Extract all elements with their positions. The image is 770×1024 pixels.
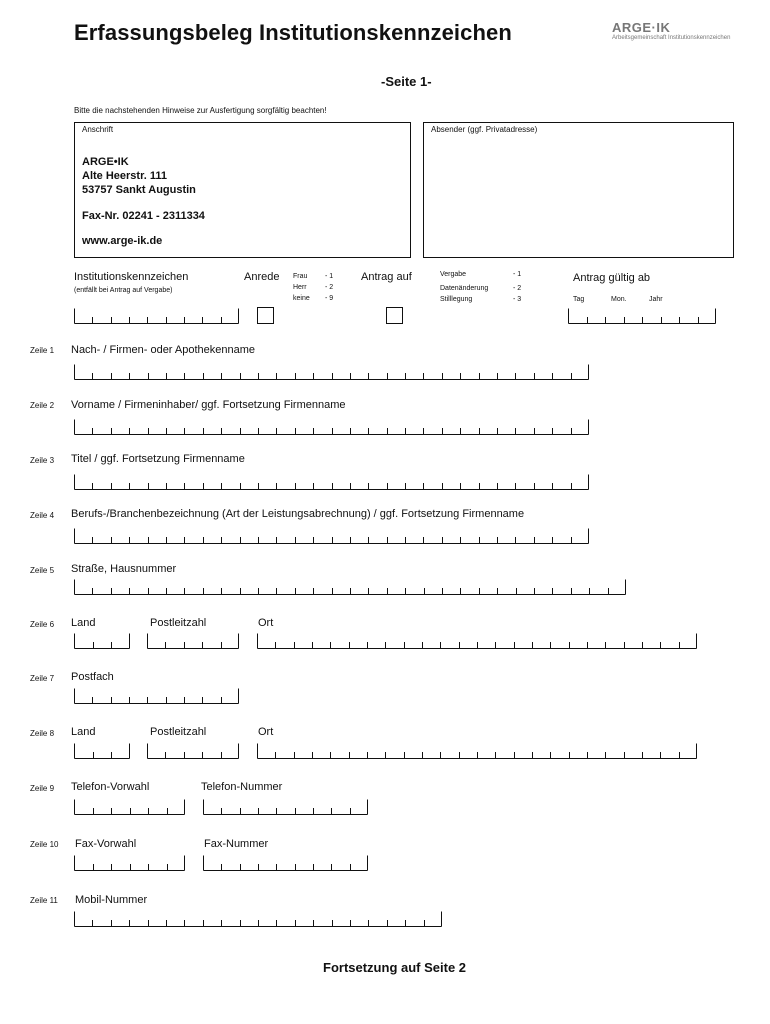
antrag-option: Vergabe (440, 271, 467, 278)
row-label: Straße, Hausnummer (71, 563, 177, 575)
anrede-code: - 1 (325, 273, 334, 280)
row-label: Berufs-/Branchenbezeichnung (Art der Leistungsabrechnung) / ggf. Fortsetzung Firmenname (71, 508, 525, 520)
page-number: -Seite 1- (381, 74, 432, 89)
arge-ik-logo: ARGE·IK (612, 20, 671, 35)
ort-label: Ort (258, 726, 274, 738)
antrag-code: - 1 (513, 271, 522, 278)
antrag-option: Stilllegung (440, 296, 473, 303)
row-label: Vorname / Firmeninhaber/ ggf. Fortsetzung Firmenname (71, 399, 346, 411)
ort-input[interactable] (257, 633, 697, 649)
ik-note: (entfällt bei Antrag auf Vergabe) (74, 287, 173, 294)
land-input[interactable] (74, 633, 130, 649)
row-label: Titel / ggf. Fortsetzung Firmenname (71, 453, 245, 465)
antrag-checkbox[interactable] (386, 307, 403, 324)
row-label: Nach- / Firmen- oder Apothekenname (71, 344, 256, 356)
absender-label: Absender (ggf. Privatadresse) (431, 125, 538, 134)
fax-vorwahl-label: Fax-Vorwahl (75, 838, 137, 850)
vorname-input[interactable] (74, 419, 589, 435)
telefon-nummer-input[interactable] (203, 799, 368, 815)
absender-box[interactable] (423, 122, 734, 258)
row-number: Zeile 9 (30, 784, 55, 793)
anschrift-label: Anschrift (82, 125, 114, 134)
continuation-note: Fortsetzung auf Seite 2 (323, 960, 467, 975)
telefon-vorwahl-label: Telefon-Vorwahl (71, 781, 150, 793)
instruction-hint: Bitte die nachstehenden Hinweise zur Ausfertigung sorgfältig beachten! (74, 106, 327, 115)
logo-subtitle: Arbeitsgemeinschaft Institutionskennzeichen (612, 35, 731, 41)
row-number: Zeile 6 (30, 620, 55, 629)
plz-label: Postleitzahl (150, 617, 207, 629)
antrag-code: - 2 (513, 285, 522, 292)
ik-input[interactable] (74, 308, 239, 324)
ik-label: Institutionskennzeichen (74, 271, 189, 283)
row-number: Zeile 11 (30, 896, 58, 905)
plz-input[interactable] (147, 633, 239, 649)
address-line: ARGE•IK (82, 156, 129, 168)
anrede-option: Frau (293, 273, 308, 280)
row-label: Postfach (71, 671, 114, 683)
website: www.arge-ik.de (82, 235, 163, 247)
row-number: Zeile 1 (30, 346, 55, 355)
address-line: Alte Heerstr. 111 (82, 170, 168, 182)
titel-input[interactable] (74, 474, 589, 490)
gueltig-date-input[interactable] (568, 308, 716, 324)
row-number: Zeile 3 (30, 456, 55, 465)
anrede-option: keine (293, 295, 310, 302)
row-number: Zeile 2 (30, 401, 55, 410)
fax-nummer-input[interactable] (203, 855, 368, 871)
row-number: Zeile 4 (30, 511, 55, 520)
fax-vorwahl-input[interactable] (74, 855, 185, 871)
anschrift-box (74, 122, 411, 258)
plz-input[interactable] (147, 743, 239, 759)
beruf-input[interactable] (74, 528, 589, 544)
land-label: Land (71, 726, 96, 738)
form-title: Erfassungsbeleg Institutionskennzeichen (74, 20, 512, 45)
row-number: Zeile 8 (30, 729, 55, 738)
tag-label: Tag (573, 296, 585, 303)
strasse-input[interactable] (74, 579, 626, 595)
gueltig-label: Antrag gültig ab (573, 272, 651, 284)
land-label: Land (71, 617, 96, 629)
row-number: Zeile 5 (30, 566, 55, 575)
plz-label: Postleitzahl (150, 726, 207, 738)
postfach-input[interactable] (74, 688, 239, 704)
name-input[interactable] (74, 364, 589, 380)
ort-input[interactable] (257, 743, 697, 759)
jahr-label: Jahr (649, 296, 663, 303)
anrede-option: Herr (293, 284, 307, 291)
anrede-checkbox[interactable] (257, 307, 274, 324)
row-number: Zeile 10 (30, 840, 59, 849)
fax-nummer-label: Fax-Nummer (204, 838, 269, 850)
land-input[interactable] (74, 743, 130, 759)
mobil-nummer-input[interactable] (74, 911, 442, 927)
telefon-vorwahl-input[interactable] (74, 799, 185, 815)
address-line: 53757 Sankt Augustin (82, 184, 196, 196)
fax-number: Fax-Nr. 02241 - 2311334 (82, 210, 205, 222)
row-label: Mobil-Nummer (75, 894, 148, 906)
telefon-nummer-label: Telefon-Nummer (201, 781, 283, 793)
antrag-label: Antrag auf (361, 271, 412, 283)
antrag-option: Datenänderung (440, 285, 489, 292)
monat-label: Mon. (611, 296, 627, 303)
anrede-label: Anrede (244, 271, 280, 283)
anrede-code: - 9 (325, 295, 334, 302)
antrag-code: - 3 (513, 296, 522, 303)
anrede-code: - 2 (325, 284, 334, 291)
row-number: Zeile 7 (30, 674, 55, 683)
ort-label: Ort (258, 617, 274, 629)
